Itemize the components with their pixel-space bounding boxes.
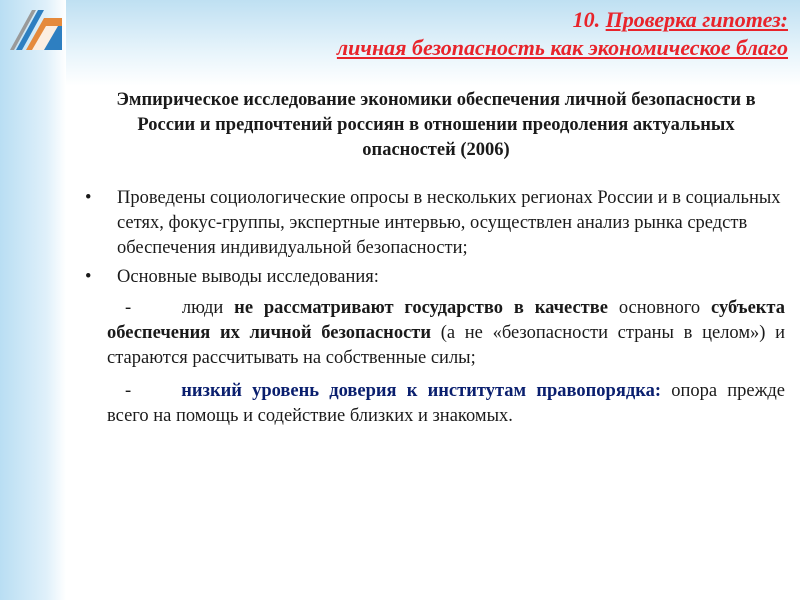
section-heading: Эмпирическое исследование экономики обеспечения личной безопасности в России и предпочтений россиян в отношении преодоления актуальных опасностей (2006) (116, 90, 756, 160)
bullet-text: Проведены социологические опросы в нескольких регионах России и в социальных сетях, фокус-группы, экспертные интервью, осуществлен анализ рынка средств обеспечения индивидуальной безопасности; (117, 188, 781, 258)
finding-bold2: субъекта обеспечения их личной безопасности (107, 298, 785, 343)
bullet-item (85, 265, 785, 290)
finding-item (85, 379, 785, 429)
bullet-dot: • (85, 267, 92, 287)
title-line2: личная безопасность как экономическое благо (336, 35, 788, 60)
left-band (0, 0, 66, 600)
title-line1: Проверка гипотез: (605, 7, 788, 32)
finding-rest: опора прежде всего на помощь и содействие близких и знакомых. (107, 381, 786, 426)
slide-body (85, 186, 785, 429)
finding-rest: (а не «безопасности страны в целом») и стараются рассчитывать на собственные силы; (107, 323, 786, 368)
finding-item (85, 296, 785, 371)
finding-bold: низкий уровень доверия к институтам правопорядка: (181, 381, 661, 401)
bullet-item (85, 186, 785, 261)
bullet-dot: • (85, 188, 92, 208)
finding-dash: - (125, 298, 132, 318)
slide-title (148, 6, 788, 62)
finding-mid: основного (618, 298, 701, 318)
logo-icon (6, 6, 68, 58)
title-number: 10. (572, 7, 601, 32)
finding-lead: люди (181, 298, 224, 318)
bullet-text: Основные выводы исследования: (117, 267, 379, 287)
finding-dash: - (125, 381, 132, 401)
finding-bold: не рассматривают государство в качестве (234, 298, 608, 318)
